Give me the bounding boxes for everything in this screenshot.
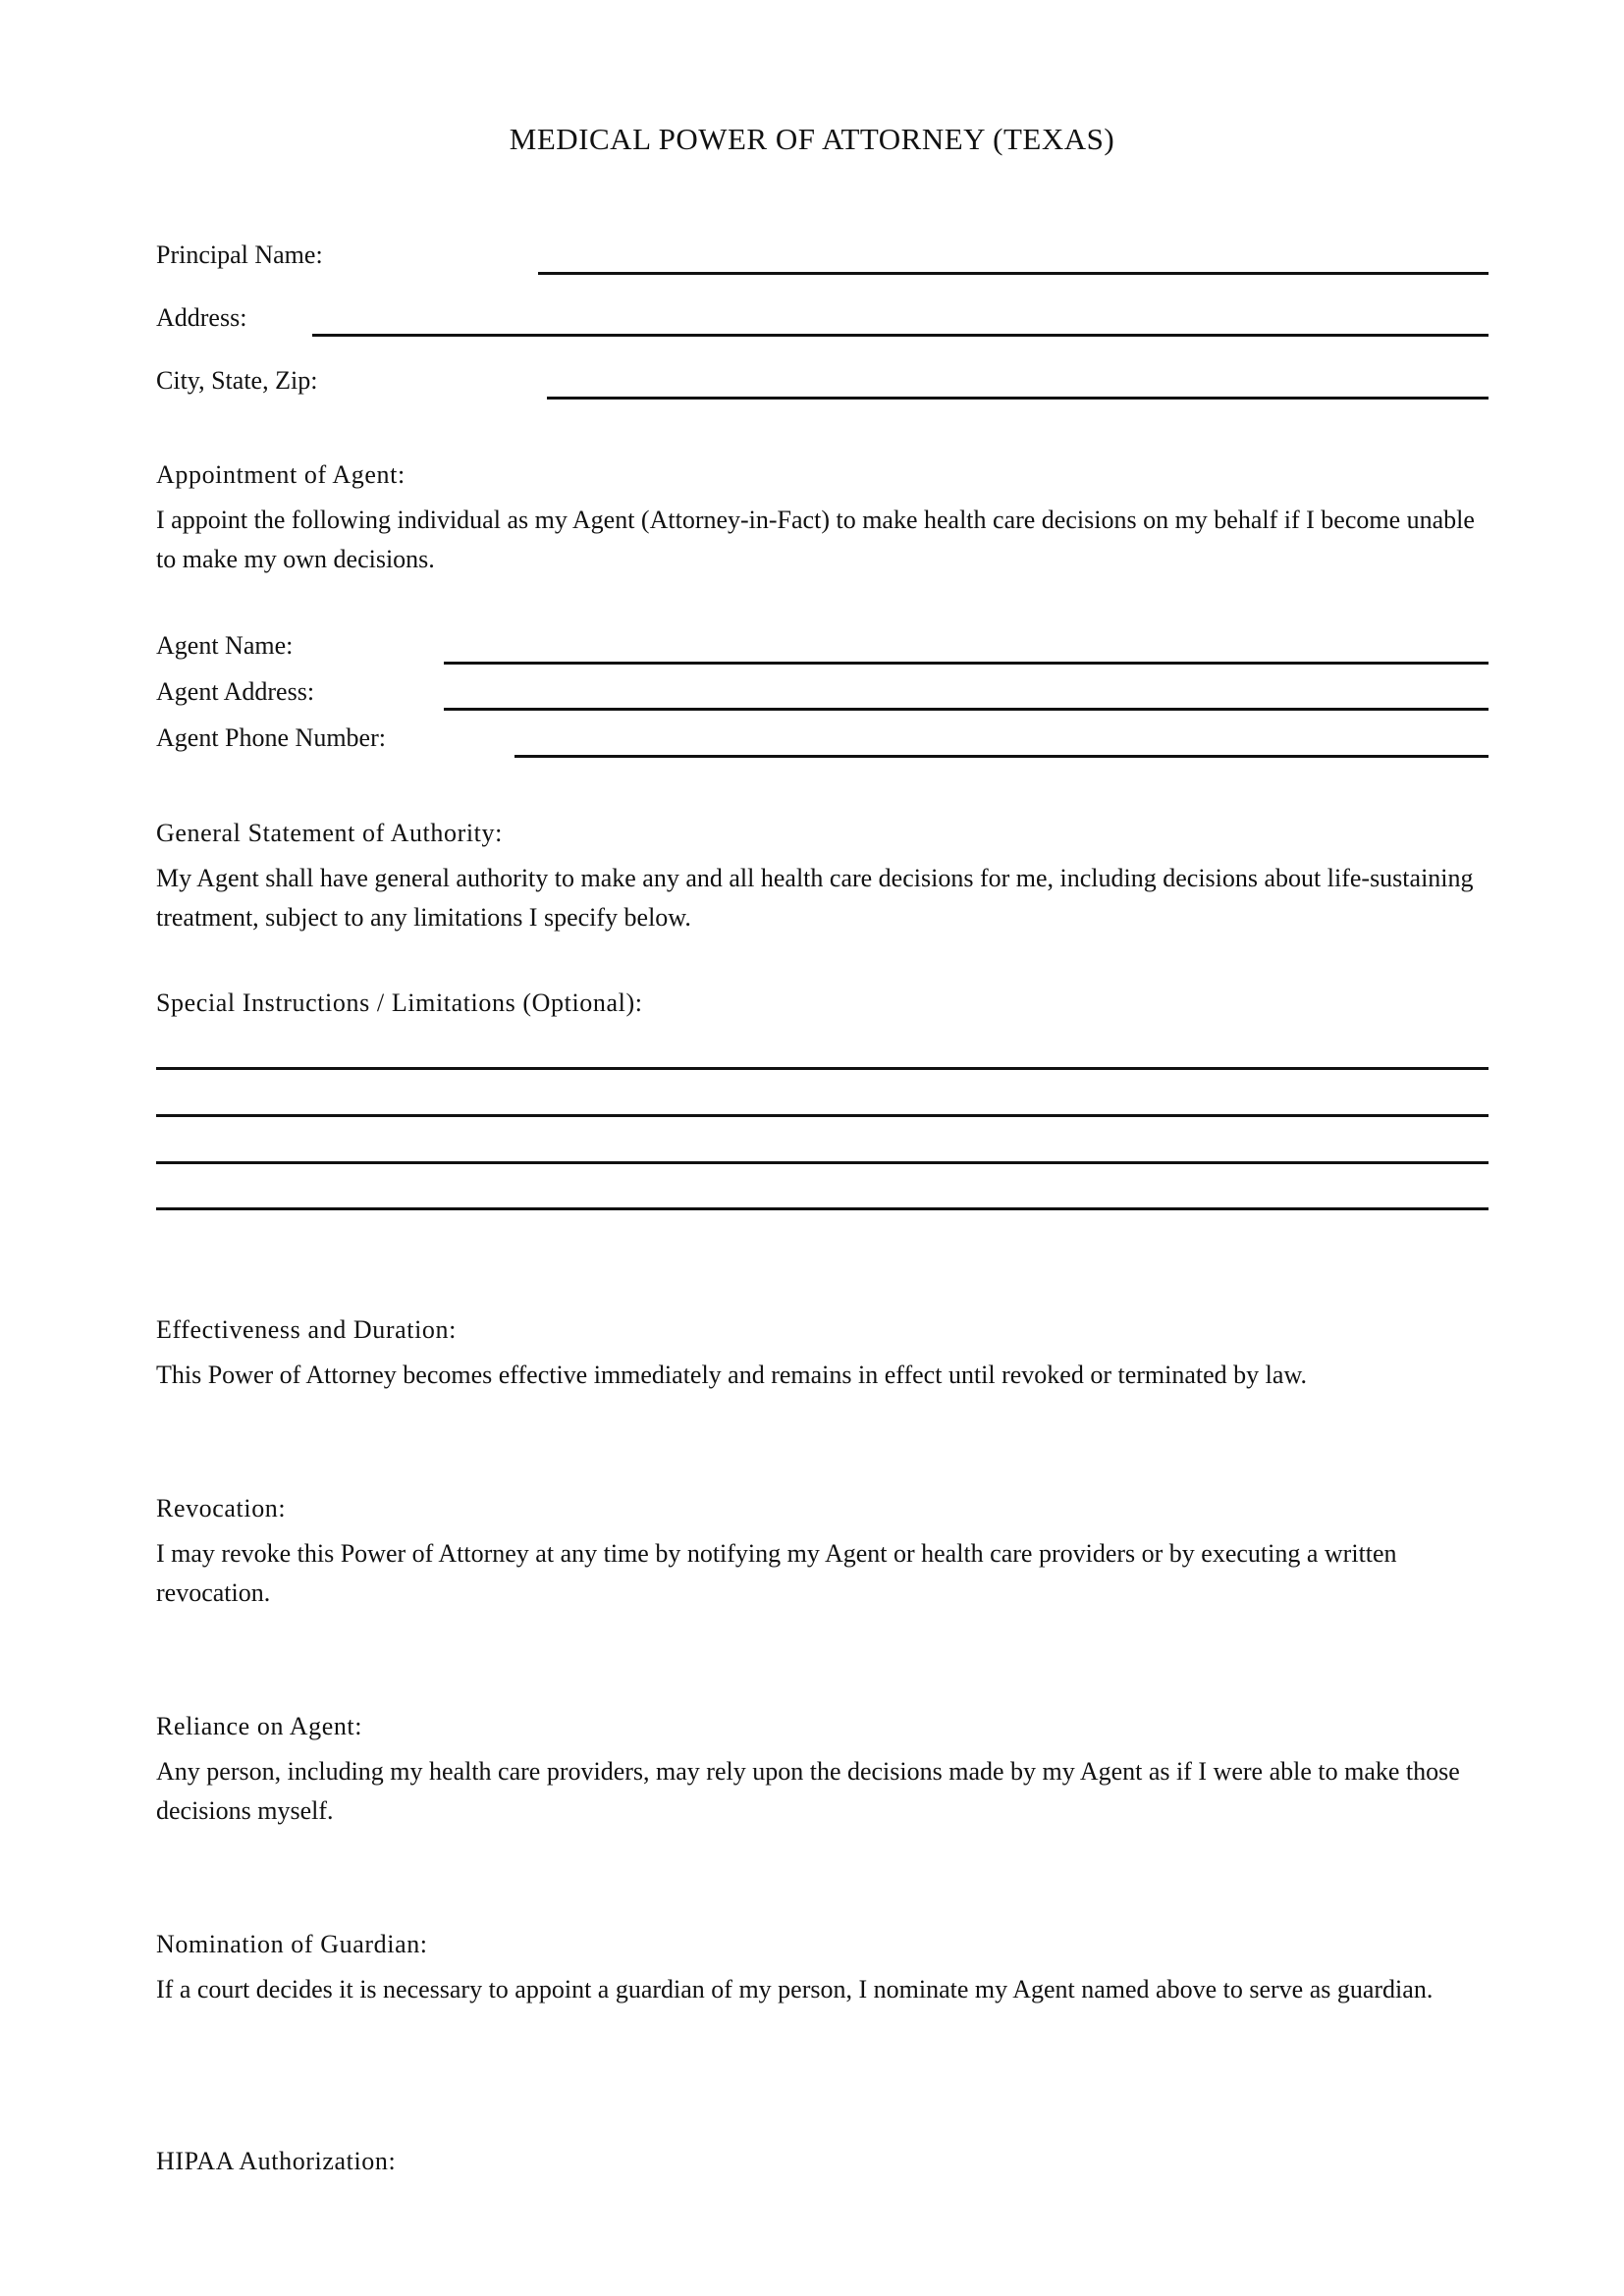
reliance-heading: Reliance on Agent: (156, 1712, 363, 1740)
agent-address-field[interactable] (444, 684, 1489, 711)
principal-address-label: Address: (156, 303, 247, 332)
agent-phone-label: Agent Phone Number: (156, 723, 386, 752)
guardian-text: If a court decides it is necessary to appoint a guardian of my person, I nominate my Agent named above to serve as guardian. (156, 1975, 1434, 2003)
agent-name-field[interactable] (444, 638, 1489, 665)
reliance-text: Any person, including my health care providers, may rely upon the decisions made by my Agent as if I were able to make those decisions myself. (156, 1757, 1460, 1825)
appointment-heading: Appointment of Agent: (156, 460, 406, 489)
agent-address-label: Agent Address: (156, 677, 315, 706)
authority-text: My Agent shall have general authority to make any and all health care decisions for me, including decisions about life-sustaining treatment, subject to any limitations I specify below. (156, 864, 1474, 932)
guardian-heading: Nomination of Guardian: (156, 1930, 428, 1958)
principal-city-label: City, State, Zip: (156, 366, 318, 395)
principal-address-field[interactable] (312, 310, 1489, 337)
special-instructions-heading: Special Instructions / Limitations (Optional): (156, 988, 643, 1017)
effectiveness-text: This Power of Attorney becomes effective immediately and remains in effect until revoked or terminated by law. (156, 1361, 1308, 1389)
authority-heading: General Statement of Authority: (156, 819, 503, 847)
principal-name-field[interactable] (538, 248, 1489, 275)
appointment-text: I appoint the following individual as my Agent (Attorney-in-Fact) to make health care decisions on my behalf if I become unable to make my own decisions. (156, 506, 1475, 573)
special-instructions-line-2[interactable] (156, 1091, 1489, 1117)
agent-phone-field[interactable] (514, 731, 1489, 758)
page-title: MEDICAL POWER OF ATTORNEY (TEXAS) (509, 122, 1115, 156)
agent-name-label: Agent Name: (156, 631, 294, 660)
effectiveness-heading: Effectiveness and Duration: (156, 1315, 457, 1344)
principal-city-field[interactable] (547, 373, 1489, 400)
special-instructions-line-3[interactable] (156, 1138, 1489, 1164)
special-instructions-line-4[interactable] (156, 1184, 1489, 1210)
special-instructions-line-1[interactable] (156, 1043, 1489, 1070)
revocation-heading: Revocation: (156, 1494, 287, 1522)
hipaa-heading: HIPAA Authorization: (156, 2147, 397, 2175)
principal-name-label: Principal Name: (156, 240, 323, 269)
revocation-text: I may revoke this Power of Attorney at any time by notifying my Agent or health care providers or by executing a written revocation. (156, 1539, 1397, 1607)
